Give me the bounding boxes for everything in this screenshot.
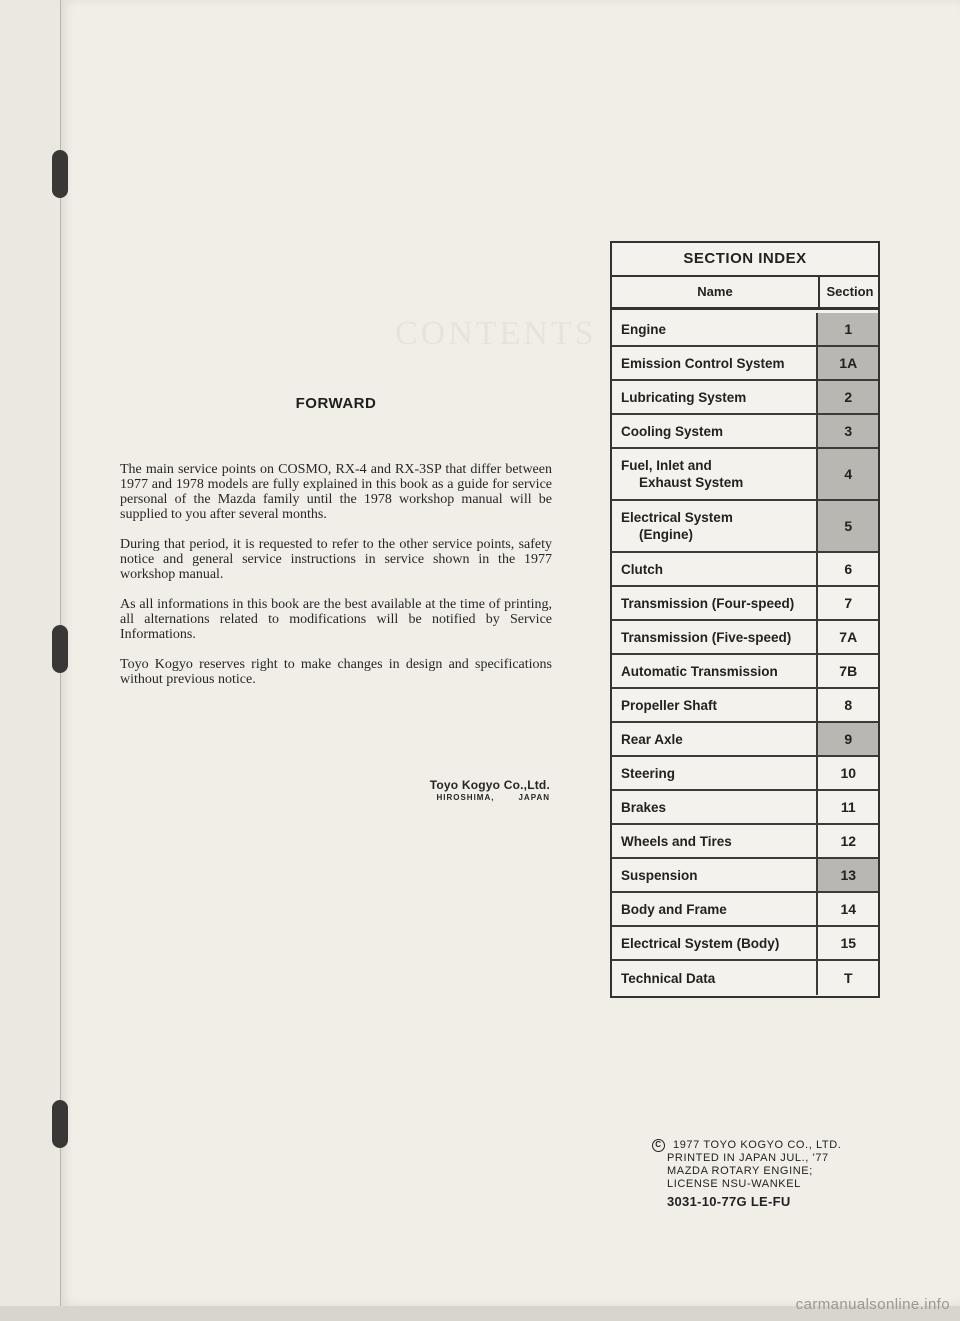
section-name-text: Engine [621, 321, 667, 337]
forward-paragraph: Toyo Kogyo reserves right to make changes in design and specifications without previous notice. [120, 657, 552, 687]
section-number: T [816, 961, 878, 995]
table-row [612, 347, 878, 381]
section-name [612, 791, 816, 823]
column-header-section: Section [818, 277, 880, 307]
section-name [612, 347, 816, 379]
table-row [612, 791, 878, 825]
section-number: 7B [816, 655, 878, 687]
section-index-title: SECTION INDEX [612, 243, 878, 277]
signature-location [330, 793, 550, 802]
table-row [612, 587, 878, 621]
section-name-text: Brakes [621, 799, 667, 815]
section-number: 8 [816, 689, 878, 721]
section-name [612, 449, 816, 499]
table-row [612, 723, 878, 757]
forward-paragraph: The main service points on COSMO, RX-4 and RX-3SP that differ between 1977 and 1978 models are fully explained in this book as a guide for service personal of the Mazda family until the 1978 workshop manual will be supplied to you after several months. [120, 462, 552, 522]
section-name [612, 927, 816, 959]
section-name-text: Propeller Shaft [621, 697, 718, 713]
column-header-name: Name [697, 284, 733, 299]
copyright-block [652, 1139, 912, 1208]
forward-paragraph: As all informations in this book are the best available at the time of printing, all alternations related to modifications will be notified by Service Informations. [120, 597, 552, 642]
section-name [612, 723, 816, 755]
section-name-text: Technical Data [621, 970, 716, 986]
forward-paragraph: During that period, it is requested to refer to the other service points, safety notice and general service instructions in service shown in the 1977 workshop manual. [120, 537, 552, 582]
section-name-text: Steering [621, 765, 676, 781]
signature-block [330, 778, 550, 802]
section-name [612, 415, 816, 447]
section-name-text: Fuel, Inlet and [621, 458, 712, 473]
section-name-text: Rear Axle [621, 731, 683, 747]
site-watermark: carmanualsonline.info [795, 1296, 950, 1313]
section-number: 1 [816, 313, 878, 345]
section-number: 5 [816, 501, 878, 551]
section-name [612, 313, 816, 345]
signature-country: JAPAN [518, 793, 550, 802]
table-row [612, 961, 878, 995]
section-name-text: Transmission (Four-speed) [621, 595, 795, 611]
section-number: 3 [816, 415, 878, 447]
section-number: 10 [816, 757, 878, 789]
table-row [612, 893, 878, 927]
section-name-text: Transmission (Five-speed) [621, 629, 792, 645]
copyright-icon: C [652, 1139, 665, 1152]
signature-city: HIROSHIMA, [436, 793, 495, 802]
license-line: LICENSE NSU-WANKEL [667, 1178, 801, 1190]
section-number: 15 [816, 927, 878, 959]
table-row [612, 859, 878, 893]
table-row [612, 501, 878, 553]
table-row [612, 655, 878, 689]
table-row [612, 927, 878, 961]
binder-hole-1 [52, 150, 68, 198]
table-row [612, 415, 878, 449]
section-index-rows [612, 313, 878, 995]
forward-body [120, 462, 552, 702]
engine-line: MAZDA ROTARY ENGINE; [667, 1165, 813, 1177]
section-name [612, 553, 816, 585]
table-row [612, 757, 878, 791]
section-name-text: Emission Control System [621, 355, 785, 371]
section-name [612, 621, 816, 653]
section-number: 11 [816, 791, 878, 823]
section-name-subtext: Exhaust System [639, 475, 744, 490]
section-name [612, 757, 816, 789]
section-name [612, 825, 816, 857]
binding-margin [0, 0, 60, 1321]
section-number: 7 [816, 587, 878, 619]
section-name [612, 501, 816, 551]
section-number: 13 [816, 859, 878, 891]
section-name-text: Suspension [621, 867, 698, 883]
copyright-line [652, 1139, 912, 1152]
section-number: 6 [816, 553, 878, 585]
section-name [612, 587, 816, 619]
section-name-text: Electrical System [621, 510, 733, 525]
table-row [612, 825, 878, 859]
table-row [612, 689, 878, 723]
section-number: 4 [816, 449, 878, 499]
header-rule [612, 307, 878, 310]
section-name-subtext: (Engine) [639, 527, 693, 542]
section-name-text: Clutch [621, 561, 663, 577]
section-number: 1A [816, 347, 878, 379]
publication-code: 3031-10-77G LE-FU [667, 1194, 791, 1209]
binder-hole-2 [52, 625, 68, 673]
binder-hole-3 [52, 1100, 68, 1148]
section-name [612, 381, 816, 413]
section-number: 2 [816, 381, 878, 413]
section-name [612, 689, 816, 721]
section-number: 14 [816, 893, 878, 925]
copyright-text: 1977 TOYO KOGYO CO., LTD. [673, 1139, 842, 1151]
section-index-table [610, 241, 880, 998]
section-name-text: Lubricating System [621, 389, 747, 405]
section-name [612, 893, 816, 925]
section-name [612, 859, 816, 891]
table-row [612, 381, 878, 415]
section-name-text: Wheels and Tires [621, 833, 732, 849]
forward-title: FORWARD [295, 395, 377, 412]
section-name [612, 655, 816, 687]
signature-company: Toyo Kogyo Co.,Ltd. [429, 778, 550, 792]
table-row [612, 621, 878, 655]
table-row [612, 449, 878, 501]
section-number: 9 [816, 723, 878, 755]
section-name [612, 961, 816, 995]
table-row [612, 313, 878, 347]
section-name-text: Cooling System [621, 423, 724, 439]
section-number: 12 [816, 825, 878, 857]
bleed-through-text: CONTENTS [395, 315, 597, 352]
section-name-text: Automatic Transmission [621, 663, 778, 679]
section-name-text: Body and Frame [621, 901, 727, 917]
section-name-text: Electrical System (Body) [621, 935, 780, 951]
table-row [612, 553, 878, 587]
section-number: 7A [816, 621, 878, 653]
printed-line: PRINTED IN JAPAN JUL., '77 [667, 1152, 829, 1164]
